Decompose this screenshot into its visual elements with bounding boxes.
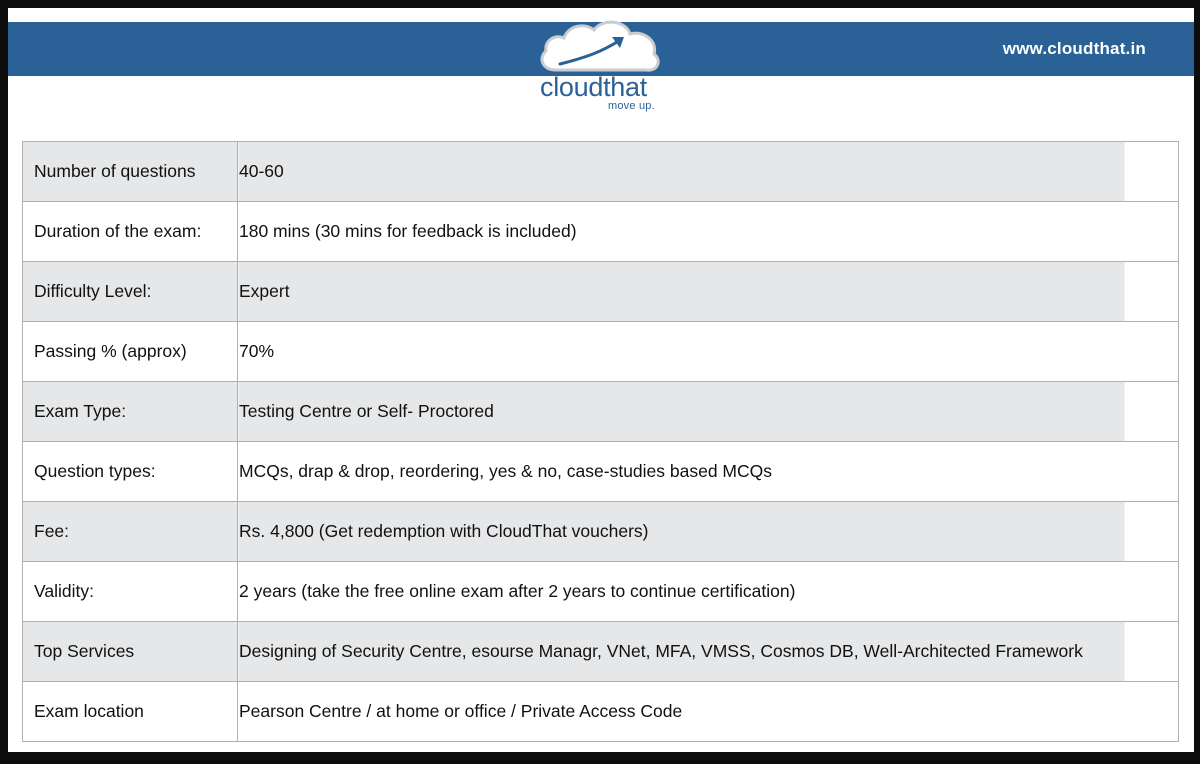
row-value: 40-60 [238,142,1179,202]
row-label: Exam Type: [23,382,238,442]
table-row [23,682,1179,742]
table-row [23,382,1179,442]
table-row [23,442,1179,502]
row-value: 70% [238,322,1179,382]
row-value: Designing of Security Centre, esourse Managr, VNet, MFA, VMSS, Cosmos DB, Well-Architected Framework [238,622,1179,682]
logo-word-that: that [603,72,647,102]
row-label: Duration of the exam: [23,202,238,262]
table-row [23,622,1179,682]
cloudthat-logo[interactable] [534,18,666,110]
logo-word-cloud: cloud [540,72,604,102]
row-value: 180 mins (30 mins for feedback is included) [238,202,1179,262]
row-label: Question types: [23,442,238,502]
exam-info-table [22,141,1179,742]
row-label: Validity: [23,562,238,622]
row-value: MCQs, drap & drop, reordering, yes & no, case-studies based MCQs [238,442,1179,502]
row-value: 2 years (take the free online exam after 2 years to continue certification) [238,562,1179,622]
info-card [8,8,1194,752]
row-value: Expert [238,262,1179,322]
cloud-logo-icon [534,18,666,78]
row-label: Top Services [23,622,238,682]
table-row [23,142,1179,202]
table-row [23,502,1179,562]
row-label: Fee: [23,502,238,562]
row-value: Testing Centre or Self- Proctored [238,382,1179,442]
row-label: Exam location [23,682,238,742]
table-row [23,202,1179,262]
table-row [23,322,1179,382]
row-label: Number of questions [23,142,238,202]
row-label: Difficulty Level: [23,262,238,322]
row-value: Pearson Centre / at home or office / Private Access Code [238,682,1179,742]
row-label: Passing % (approx) [23,322,238,382]
table-row [23,562,1179,622]
row-value: Rs. 4,800 (Get redemption with CloudThat vouchers) [238,502,1179,562]
site-url[interactable]: www.cloudthat.in [1002,39,1146,58]
logo-wordmark [540,72,647,102]
table-row [23,262,1179,322]
logo-tagline: move up. [608,100,655,112]
